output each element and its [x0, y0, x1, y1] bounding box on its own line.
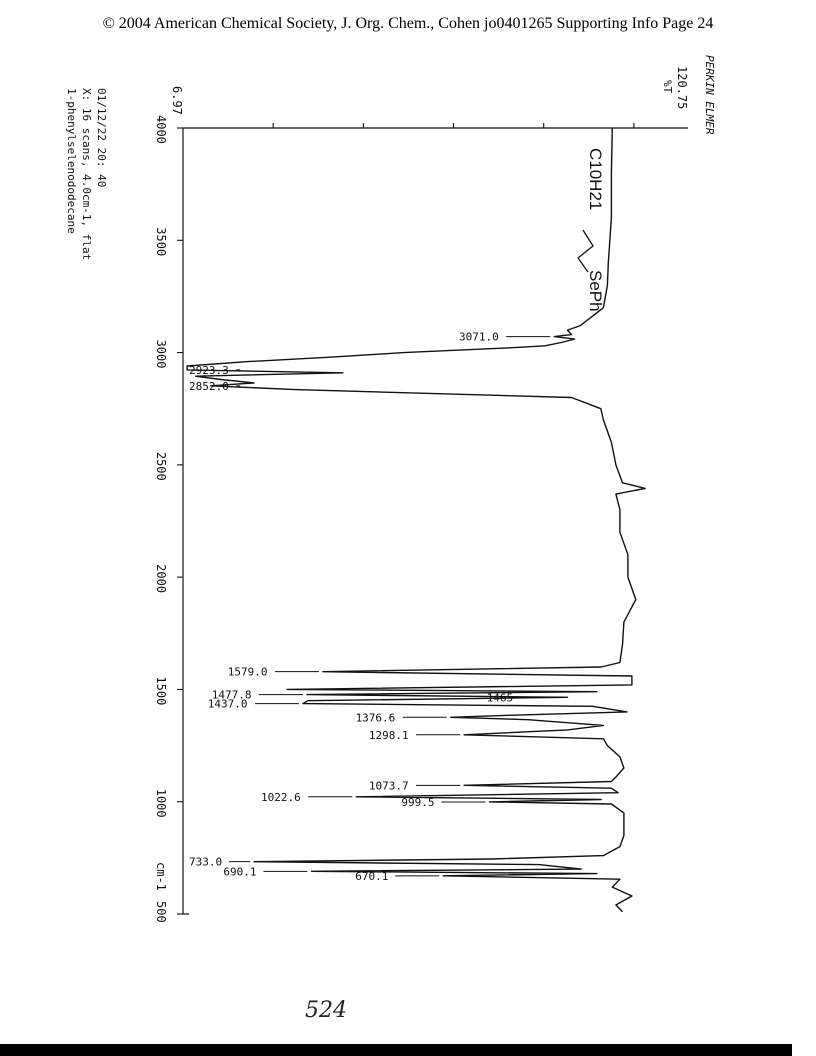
info-line-3: 1-phenylselenododecane: [65, 88, 78, 234]
peak-label: 2852.0: [189, 379, 229, 393]
alkyl-chain-label: C10H21: [586, 148, 605, 211]
peak-label: 1376.6: [355, 711, 396, 725]
x-axis-unit-label: cm-1: [154, 862, 168, 891]
wavenumber-tick-label: 1500: [154, 676, 168, 706]
peak-label: 1437.0: [207, 697, 248, 711]
y-min-label: 6.97: [170, 86, 184, 115]
wavenumber-tick-label: 4000: [154, 115, 168, 144]
peak-label: 999.5: [401, 795, 435, 809]
handwritten-page-number: 524: [305, 998, 347, 1023]
instrument-brand: PERKIN ELMER: [703, 55, 716, 135]
info-line-2: X: 16 scans, 4.0cm-1, flat: [80, 88, 93, 261]
peak-label: 1465: [486, 691, 514, 705]
wavenumber-tick-label: 500: [154, 901, 168, 923]
peak-label: 3071.0: [458, 330, 499, 344]
wavenumber-tick-label: 3000: [154, 339, 168, 369]
peak-label: 1073.7: [368, 779, 409, 793]
peak-label: 2923.3: [189, 363, 229, 377]
page-header: © 2004 American Chemical Society, J. Org. Chem., Cohen jo0401265 Supporting Info Page 24: [102, 15, 714, 32]
chemical-structure: [578, 148, 605, 312]
wavenumber-tick-label: 1000: [154, 788, 168, 818]
wavenumber-tick-label: 3500: [154, 227, 168, 257]
peak-label: 1477.8: [211, 688, 252, 702]
peak-label: 1022.6: [261, 790, 301, 804]
wavenumber-tick-label: 2000: [154, 564, 168, 594]
peak-label: 733.0: [189, 855, 223, 869]
trace-layer: [187, 128, 645, 912]
wavenumber-tick-label: 2500: [154, 451, 168, 481]
scan-edge-bar: [0, 1044, 792, 1056]
info-line-1: 01/12/22 20: 40: [95, 88, 108, 188]
y-unit-label: %T: [661, 80, 674, 94]
peak-label: 690.1: [223, 865, 257, 879]
peak-label: 1298.1: [368, 728, 409, 742]
chain-bond-line: [578, 230, 593, 272]
selenophenyl-label: SePh: [586, 270, 605, 312]
peak-label-layer: [189, 331, 563, 883]
peak-label: 1579.0: [227, 665, 268, 679]
spectrum-trace: [187, 128, 645, 912]
y-max-label: 120.75: [675, 66, 689, 110]
peak-label: 670.1: [355, 869, 389, 883]
